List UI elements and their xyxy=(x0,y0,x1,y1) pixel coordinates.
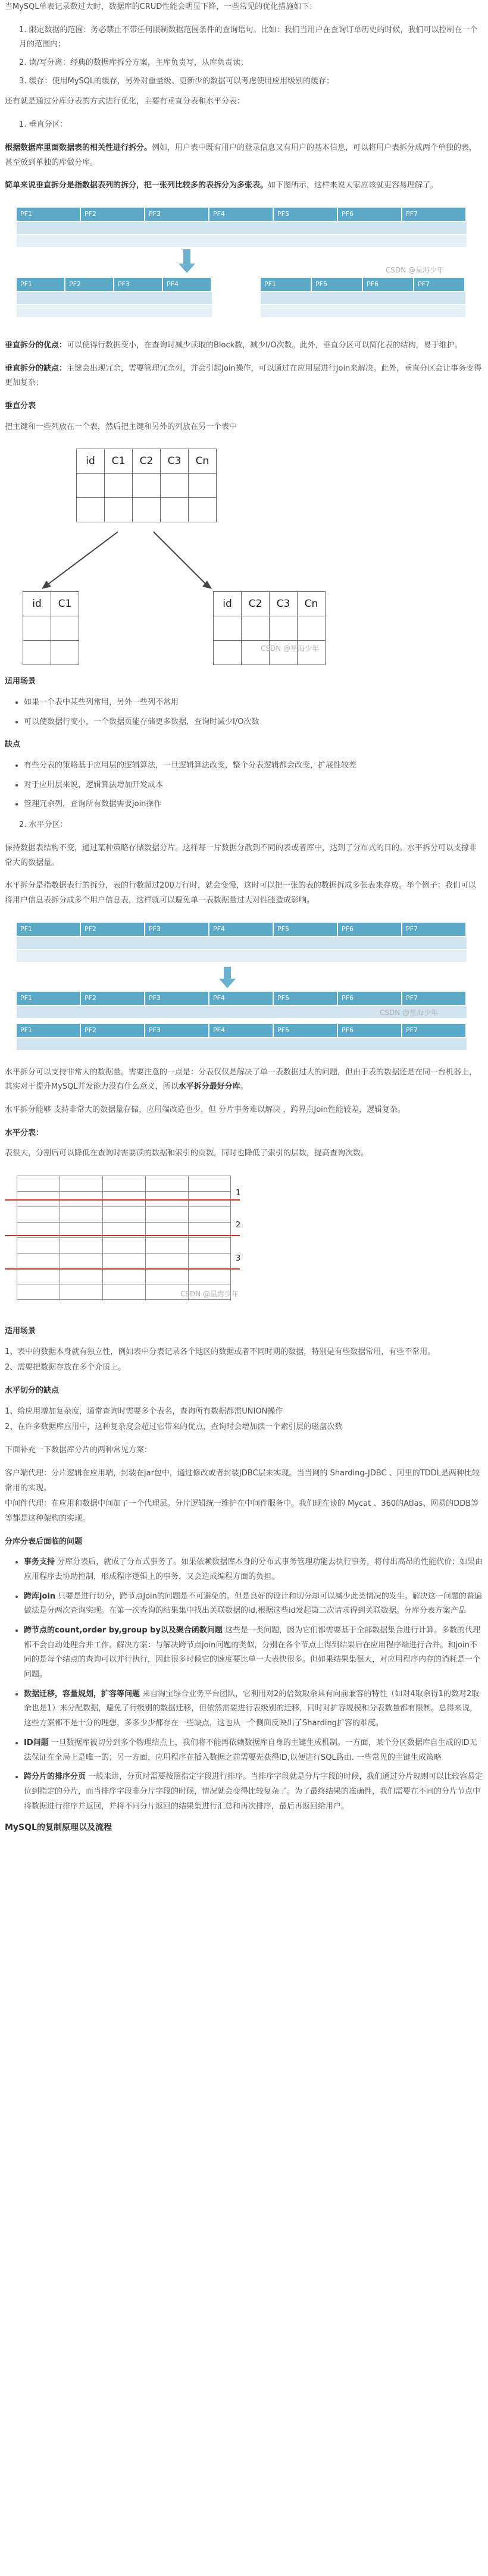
problem-title: ID问题 xyxy=(24,1738,49,1747)
pf-cell: PF7 xyxy=(402,992,467,1005)
original-table xyxy=(76,449,217,522)
problem-text: 一旦数据库被切分到多个物理结点上，我们将不能再依赖数据库自身的主键生成机制。一方面，某个分区数据库自生成的ID无法保证在全局上是唯一的；另一方面，应用程序在插入数据之前需要先获得ID,以便进行SQL路由. 一些常见的主键生成策略 xyxy=(24,1738,477,1762)
horizontal-p3 xyxy=(5,1066,483,1095)
partition-label: 3 xyxy=(236,1254,241,1263)
table-header: C3 xyxy=(161,449,189,474)
next-section-title: MySQL的复制原理以及流程 xyxy=(5,1823,112,1833)
vertical-pros-label: 垂直拆分的优点： xyxy=(5,340,67,350)
pf-cell: PF6 xyxy=(338,923,402,936)
list-item: • 有些分表的策略基于应用层的逻辑算法，一旦逻辑算法改变，整个分表逻辑都会改变，扩展性较差 xyxy=(24,759,483,773)
table-header: C2 xyxy=(133,449,161,474)
list-item xyxy=(24,1687,483,1731)
problem-title: 数据迁移，容量规划，扩容等问题 xyxy=(24,1689,140,1698)
list-item: 1. 限定数据的范围：务必禁止不带任何限制数据范围条件的查询语句。比如：我们当用户在查询订单历史的时候，我们可以控制在一个月的范围内； xyxy=(19,25,478,49)
table-header: Cn xyxy=(298,592,326,616)
horizontal-p3-text: 水平拆分可以支持非常大的数据量。需要注意的一点是：分表仅仅是解决了单一表数据过大的问题，但由于表的数据还是在同一台机器上，其实对于提升MySQL并发能力没有什么意义，所以 xyxy=(5,1067,477,1092)
vertical-heading: 1. 垂直分区： xyxy=(19,120,68,130)
pf-cell: PF2 xyxy=(81,923,145,936)
table-header: id xyxy=(214,592,242,616)
problem-text: 只要是进行切分，跨节点Join的问题是不可避免的。但是良好的设计和切分却可以减少此类情况的发生。解决这一问题的普遍做法是分两次查询实现。在第一次查询的结果集中找出关联数据的id,根据这些id发起第二次请求得到关联数据。分库分表方案产品 xyxy=(24,1591,482,1616)
partition-label: 1 xyxy=(236,1189,241,1198)
hcons-item: 2、在许多数据库应用中，这种复杂度会超过它带来的优点，查询时会增加读一个索引层的磁盘次数 xyxy=(5,1422,343,1432)
grid-table xyxy=(17,1176,231,1300)
pf-cell: PF4 xyxy=(209,1024,274,1037)
partition-line xyxy=(5,1235,240,1236)
problem-text: 分库分表后，就成了分布式事务了。如果依赖数据库本身的分布式事务管理功能去执行事务，将付出高昂的性能代价；如果由应用程序去协助控制，形成程序逻辑上的事务，又会造成编程方面的负担。 xyxy=(24,1557,483,1581)
hcons-item: 1、给应用增加复杂度，通常查询时需要多个表名，查询所有数据都需UNION操作 xyxy=(5,1406,283,1416)
vertical-split-diagram xyxy=(5,202,483,327)
pf-cell: PF2 xyxy=(81,992,145,1005)
down-arrow-icon xyxy=(219,979,236,988)
pf-cell: PF6 xyxy=(338,992,402,1005)
problem-text: 这些是一类问题，因为它们都需要基于全部数据集合进行计算。多数的代理都不会自动处理合并工作。解决方案：与解决跨节点join问题的类似，分别在各个节点上得到结果后在应用程序端进行合并。和join不同的是每个结点的查询可以并行执行，因此很多时候它的速度要比单一大表快很多。但如果结果集很大，对应用程序内存的消耗是一个问题。 xyxy=(24,1626,481,1679)
pf-cell: PF4 xyxy=(209,208,274,221)
data-row xyxy=(17,235,467,247)
vertical-p1-bold: 根据数据库里面数据表的相关性进行拆分。 xyxy=(5,143,152,152)
pf-cell: PF7 xyxy=(402,923,467,936)
pf-cell: PF3 xyxy=(114,278,163,291)
scenario2-heading: 适用场景 xyxy=(5,1327,36,1336)
problem-title: 跨分片的排序分页 xyxy=(24,1772,86,1782)
table-header: C3 xyxy=(270,592,298,616)
pf-cell: PF5 xyxy=(274,1024,338,1037)
vertical-cons-label: 垂直拆分的缺点： xyxy=(5,363,67,373)
pf-cell: PF4 xyxy=(163,278,212,291)
arrow-stem xyxy=(224,967,231,980)
list-item xyxy=(24,1590,483,1619)
impl-middleware-proxy: 中间件代理：在应用和数据中间加了一个代理层。分片逻辑统一维护在中间件服务中。我们现在谈的 Mycat 、360的Atlas、网易的DDB等等都是这种架构的实现。 xyxy=(5,1499,479,1523)
vertical-p1-text: 例如，用户表中既有用户的登录信息又有用户的基本信息，可以将用户表拆分成两个单独的表，甚至放到单独的库做分库。 xyxy=(5,143,477,167)
data-row xyxy=(261,305,465,317)
horizontal-table-diagram xyxy=(5,1170,483,1312)
vertical-p2-bold: 简单来说垂直拆分是指数据表列的拆分，把一张列比较多的表拆分为多张表。 xyxy=(5,181,268,190)
table-header: C1 xyxy=(51,592,79,616)
pf-cell: PF6 xyxy=(338,1024,402,1037)
pf-cell: PF1 xyxy=(17,208,81,221)
partition-line xyxy=(5,1268,240,1270)
table-header: C2 xyxy=(242,592,270,616)
pf-cell: PF3 xyxy=(145,992,209,1005)
data-row xyxy=(17,1038,467,1050)
impl-intro: 下面补充一下数据库分片的两种常见方案： xyxy=(5,1446,152,1455)
table-header: id xyxy=(23,592,51,616)
watermark: CSDN @星海少年 xyxy=(180,1290,239,1298)
data-row xyxy=(17,937,467,949)
data-row xyxy=(17,292,212,304)
pf-cell: PF4 xyxy=(209,992,274,1005)
problems-heading: 分库分表后面临的问题 xyxy=(5,1537,83,1546)
horizontal-p4: 水平拆分能够 支持非常大的数据量存储，应用端改造也少，但 分片事务难以解决 ，跨界点Join性能较差，逻辑复杂。 xyxy=(5,1105,406,1114)
table-header: C1 xyxy=(105,449,133,474)
pf-cell: PF1 xyxy=(17,278,65,291)
data-row xyxy=(17,305,212,317)
pf-cell: PF1 xyxy=(17,992,81,1005)
data-row xyxy=(17,950,467,962)
list-item xyxy=(24,1555,483,1584)
vertical-p2-text: 如下图所示，这样来说大家应该就更容易理解了。 xyxy=(268,181,439,190)
vertical-pros-text: 可以使得行数据变小，在查询时减少读取的Block数，减少I/O次数。此外，垂直分区可以简化表的结构，易于维护。 xyxy=(67,340,462,350)
vertical-table-diagram xyxy=(5,443,483,663)
table-header: Cn xyxy=(189,449,217,474)
pf-cell: PF6 xyxy=(338,208,402,221)
problem-text: 一般来讲，分页时需要按照指定字段进行排序。当排序字段就是分片字段的时候，我们通过分片规则可以比较容易定位到指定的分片，而当排序字段非分片字段的时候，情况就会变得比较复杂了。为了最终结果的准确性，我们需要在不同的分片节点中将数据进行排序并返回，并将不同分片返回的结果集进行汇总和再次排序，最后再返回给用户。 xyxy=(24,1772,483,1811)
pf-cell: PF5 xyxy=(274,208,338,221)
vertical-cons xyxy=(5,362,483,391)
pf-cell: PF1 xyxy=(17,1024,81,1037)
pf-cell: PF2 xyxy=(81,1024,145,1037)
vtable-heading: 垂直分表 xyxy=(5,401,36,410)
impl-client-proxy: 客户端代理：分片逻辑在应用端，封装在jar包中，通过修改或者封装JDBC层来实现。当当网的 Sharding-JDBC 、阿里的TDDL是两种比较常用的实现。 xyxy=(5,1468,480,1493)
pf-cell: PF3 xyxy=(145,923,209,936)
pf-cell: PF4 xyxy=(209,923,274,936)
scenario2-item: 2、需要把数据存放在多个介质上。 xyxy=(5,1363,126,1372)
pf-cell: PF5 xyxy=(274,923,338,936)
watermark: CSDN @星海少年 xyxy=(261,644,320,653)
data-row xyxy=(17,222,467,234)
pf-cell: PF3 xyxy=(145,1024,209,1037)
scenario-heading: 适用场景 xyxy=(5,677,36,687)
down-arrow-icon xyxy=(179,264,195,273)
list-item xyxy=(24,1736,483,1765)
pf-cell: PF6 xyxy=(363,278,414,291)
problem-title: 跨库join xyxy=(24,1591,56,1601)
vertical-paragraph-1 xyxy=(5,141,483,170)
hcons-heading: 水平切分的缺点 xyxy=(5,1386,60,1396)
data-row xyxy=(261,292,465,304)
list-item: • 对于应用层来说，逻辑算法增加开发成本 xyxy=(24,778,483,793)
list-item xyxy=(24,1770,483,1814)
scenario-list xyxy=(24,695,483,729)
vertical-cons-text: 主键会出现冗余，需要管理冗余列，并会引起Join操作，可以通过在应用层进行Join来解决。此外，垂直分区会让事务变得更加复杂； xyxy=(5,363,482,388)
list-item: 3. 缓存：使用MySQL的缓存，另外对重量级、更新少的数据可以考虑使用应用级别的缓存； xyxy=(19,76,334,86)
problem-title: 事务支持 xyxy=(24,1557,55,1567)
horizontal-p2: 水平拆分是指数据表行的拆分，表的行数超过200万行时，就会变慢，这时可以把一张的表的数据拆成多张表来存放。举个例子：我们可以将用户信息表拆分成多个用户信息表，这样就可以避免单一表数据量过大对性能造成影响。 xyxy=(5,881,476,905)
pf-cell: PF1 xyxy=(17,923,81,936)
intro-paragraph: 当MySQL单表记录数过大时，数据库的CRUD性能会明显下降，一些常见的优化措施如下： xyxy=(5,2,317,11)
pf-cell: PF2 xyxy=(65,278,114,291)
intro-list xyxy=(19,23,483,89)
vertical-paragraph-2 xyxy=(5,178,483,193)
partition-intro: 还有就是通过分库分表的方式进行优化，主要有垂直分表和水平分表： xyxy=(5,97,245,106)
partition-label: 2 xyxy=(236,1221,241,1230)
vtable-desc: 把主键和一些列放在一个表，然后把主键和另外的列放在另一个表中 xyxy=(5,422,237,431)
htable-heading: 水平分表： xyxy=(5,1128,44,1137)
watermark: CSDN @星海少年 xyxy=(380,1008,439,1017)
cons-heading: 缺点 xyxy=(5,740,21,750)
problems-list xyxy=(24,1555,483,1814)
problem-title: 跨节点的count,order by,group by以及聚合函数问题 xyxy=(24,1626,223,1635)
horizontal-p1: 保持数据表结构不变，通过某种策略存储数据分片。这样每一片数据分散到不同的表或者库中，达到了分布式的目的。水平拆分可以支撑非常大的数据量。 xyxy=(5,843,477,867)
table-header: id xyxy=(77,449,105,474)
horizontal-p3-bold: 水平拆分最好分库 xyxy=(178,1082,240,1092)
list-item xyxy=(24,1624,483,1682)
pf-cell: PF3 xyxy=(145,208,209,221)
horizontal-p3-end: 。 xyxy=(240,1082,248,1092)
list-item: • 管理冗余列，查询所有数据需要join操作 xyxy=(24,797,483,812)
problem-text: 来自淘宝综合业务平台团队，它利用对2的倍数取余具有向前兼容的特性（如对4取余得1的数对2取余也是1）来分配数据，避免了行级别的数据迁移，但依然需要进行表级别的迁移，同时对扩容规模和分表数量都有限制。总得来说，这些方案都不是十分的理想，多多少少都存在一些缺点，这也从一个侧面反映出了Sharding扩容的难度。 xyxy=(24,1689,480,1728)
partition-line xyxy=(5,1199,240,1201)
pf-cell: PF7 xyxy=(414,278,465,291)
pf-cell: PF7 xyxy=(402,1024,467,1037)
left-split-table xyxy=(23,591,79,665)
list-item: • 可以使数据行变小，一个数据页能存储更多数据，查询时减少I/O次数 xyxy=(24,715,483,730)
htable-desc: 表很大，分割后可以降低在查询时需要读的数据和索引的页数，同时也降低了索引的层数，提高查询次数。 xyxy=(5,1149,369,1158)
pf-cell: PF7 xyxy=(402,208,467,221)
list-item: • 如果一个表中某些列常用，另外一些列不常用 xyxy=(24,695,483,710)
scenario2-item: 1、表中的数据本身就有独立性，例如表中分表记录各个地区的数据或者不同时期的数据，特别是有些数据常用，有些不常用。 xyxy=(5,1347,436,1356)
pf-cell: PF1 xyxy=(261,278,312,291)
horizontal-split-diagram xyxy=(5,917,483,1054)
pf-cell: PF5 xyxy=(274,992,338,1005)
pf-cell: PF5 xyxy=(312,278,363,291)
pf-cell: PF2 xyxy=(81,208,145,221)
horizontal-heading: 2. 水平分区： xyxy=(19,820,68,830)
vertical-pros xyxy=(5,339,483,353)
watermark: CSDN @星海少年 xyxy=(386,265,445,274)
list-item: 2. 读/写分离：经典的数据库拆分方案，主库负责写，从库负责读； xyxy=(19,58,248,68)
arrow-stem xyxy=(183,249,190,265)
cons-list xyxy=(24,759,483,812)
